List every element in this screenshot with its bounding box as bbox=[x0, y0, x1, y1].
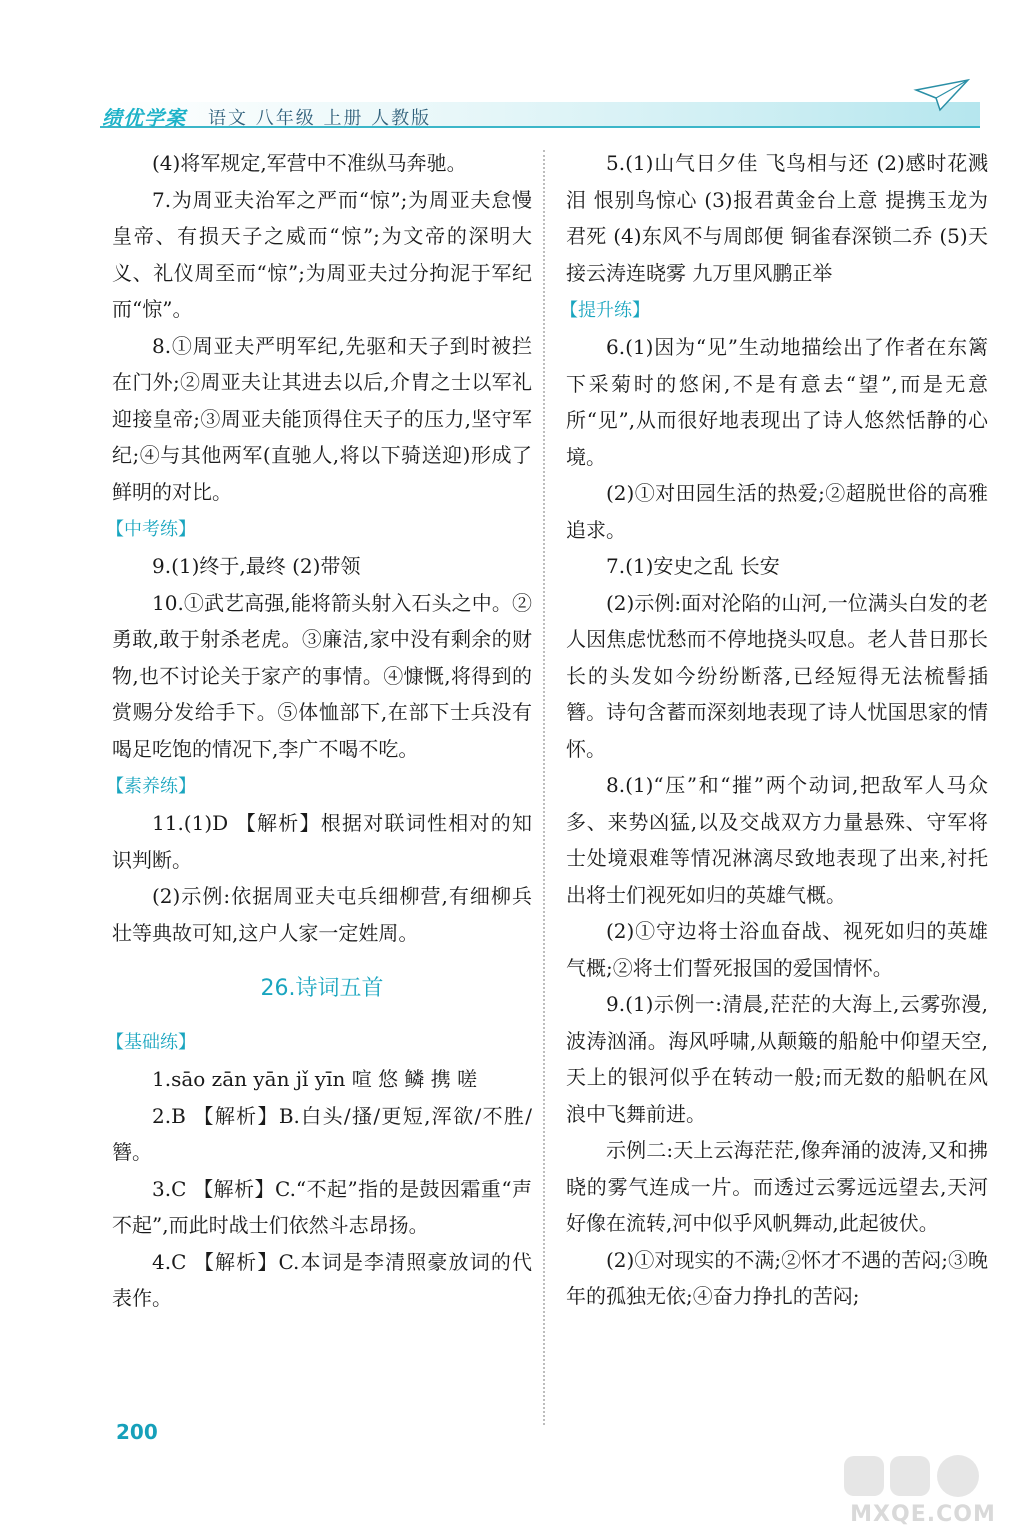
section-tag-row bbox=[106, 510, 532, 548]
answer-paragraph: 5.(1)山气日夕佳 飞鸟相与还 (2)感时花溅泪 恨别鸟惊心 (3)报君黄金台上意 提携玉龙为君死 (4)东风不与周郎便 铜雀春深锁二乔 (5)天接云涛连晓雾 九万里风鹏正举 bbox=[566, 151, 988, 285]
answer-paragraph: 8.(1)“压”和“摧”两个动词,把敌军人马众多、来势凶猛,以及交战双方力量悬殊、守军将士处境艰难等情况淋漓尽致地表现了出来,衬托出将士们视死如归的英雄气概。 bbox=[566, 773, 988, 907]
answer-paragraph: 2.B 【解析】B.白头/搔/更短,浑欲/不胜/簪。 bbox=[112, 1103, 532, 1164]
answer-paragraph: 3.C 【解析】C.“不起”指的是鼓因霜重“声不起”,而此时战士们依然斗志昂扬。 bbox=[112, 1176, 532, 1237]
book-subtitle: 语文 八年级 上册 人教版 bbox=[208, 108, 432, 129]
answer-paragraph: 8.①周亚夫严明军纪,先驱和天子到时被拦在门外;②周亚夫让其进去以后,介胄之士以军礼迎接皇帝;③周亚夫能顶得住天子的压力,坚守军纪;④与其他两军(直驰人,将以下骑送迎)形成了鲜明的对比。 bbox=[112, 333, 532, 504]
answer-paragraph: 9.(1)示例一:清晨,茫茫的大海上,云雾弥漫,波涛汹涌。海风呼啸,从颠簸的船舱中仰望天空,天上的银河似乎在转动一般;而无数的船帆在风浪中飞舞前进。 bbox=[566, 992, 988, 1126]
brand-logo: 绩优学案 bbox=[102, 106, 186, 130]
answer-paragraph: (2)示例:面对沦陷的山河,一位满头白发的老人因焦虑忧愁而不停地挠头叹息。老人昔日那长长的头发如今纷纷断落,已经短得无法梳髻插簪。诗句含蓄而深刻地表现了诗人忧国思家的情怀。 bbox=[566, 590, 988, 761]
answer-paragraph: (2)①对田园生活的热爱;②超脱世俗的高雅追求。 bbox=[566, 481, 988, 542]
section-tag: 【素养练】 bbox=[106, 776, 196, 797]
answer-paragraph: (2)①对现实的不满;②怀才不遇的苦闷;③晚年的孤独无依;④奋力挣扎的苦闷; bbox=[566, 1247, 988, 1308]
answer-paragraph: (2)①守边将士浴血奋战、视死如归的英雄气概;②将士们誓死报国的爱国情怀。 bbox=[566, 919, 988, 980]
section-tag: 【提升练】 bbox=[560, 300, 650, 321]
answer-paragraph: 7.(1)安史之乱 长安 bbox=[606, 554, 780, 578]
section-title: 26.诗词五首 bbox=[260, 976, 384, 1001]
answer-paragraph: 4.C 【解析】C.本词是李清照豪放词的代表作。 bbox=[112, 1249, 532, 1310]
section-tag-row bbox=[106, 767, 532, 805]
watermark-badge-icon bbox=[838, 1450, 1008, 1506]
section-tag-row bbox=[106, 1023, 532, 1061]
section-tag-row bbox=[560, 291, 988, 329]
page-number: 200 bbox=[116, 1420, 158, 1444]
answer-paragraph: 6.(1)因为“见”生动地描绘出了作者在东篱下采菊时的悠闲,不是有意去“望”,而是无意所“见”,从而很好地表现出了诗人悠然恬静的心境。 bbox=[566, 335, 988, 469]
answer-paragraph: 7.为周亚夫治军之严而“惊”;为周亚夫怠慢皇帝、有损天子之威而“惊”;为文帝的深明大义、礼仪周至而“惊”;为周亚夫过分拘泥于军纪而“惊”。 bbox=[112, 187, 532, 321]
answer-paragraph: 10.①武艺高强,能将箭头射入石头之中。②勇敢,敢于射杀老虎。③廉洁,家中没有剩余的财物,也不讨论关于家产的事情。④慷慨,将得到的赏赐分发给手下。⑤体恤部下,在部下士兵没有喝足吃饱的情况下,李广不喝不吃。 bbox=[112, 590, 532, 761]
left-column bbox=[106, 145, 532, 1317]
column-divider bbox=[543, 150, 545, 1425]
section-tag: 【基础练】 bbox=[106, 1032, 196, 1053]
paper-plane-icon bbox=[912, 76, 972, 116]
answer-paragraph: 示例二:天上云海茫茫,像奔涌的波涛,又和拂晓的雾气连成一片。而透过云雾远远望去,天河好像在流转,河中似乎风帆舞动,此起彼伏。 bbox=[566, 1138, 988, 1235]
answer-paragraph: 1.sāo zān yān jǐ yīn 喧 悠 鳞 携 嗟 bbox=[152, 1067, 478, 1091]
watermark-text: MXQE.COM bbox=[850, 1502, 996, 1527]
section-tag: 【中考练】 bbox=[106, 519, 196, 540]
page-header bbox=[100, 96, 980, 132]
right-column bbox=[560, 145, 988, 1315]
answer-paragraph: 9.(1)终于,最终 (2)带领 bbox=[152, 554, 361, 578]
answer-paragraph: (2)示例:依据周亚夫屯兵细柳营,有细柳兵壮等典故可知,这户人家一定姓周。 bbox=[112, 884, 532, 945]
watermark-logo bbox=[838, 1450, 1008, 1530]
answer-paragraph: 11.(1)D 【解析】根据对联词性相对的知识判断。 bbox=[112, 811, 532, 872]
answer-paragraph: (4)将军规定,军营中不准纵马奔驰。 bbox=[152, 151, 467, 175]
